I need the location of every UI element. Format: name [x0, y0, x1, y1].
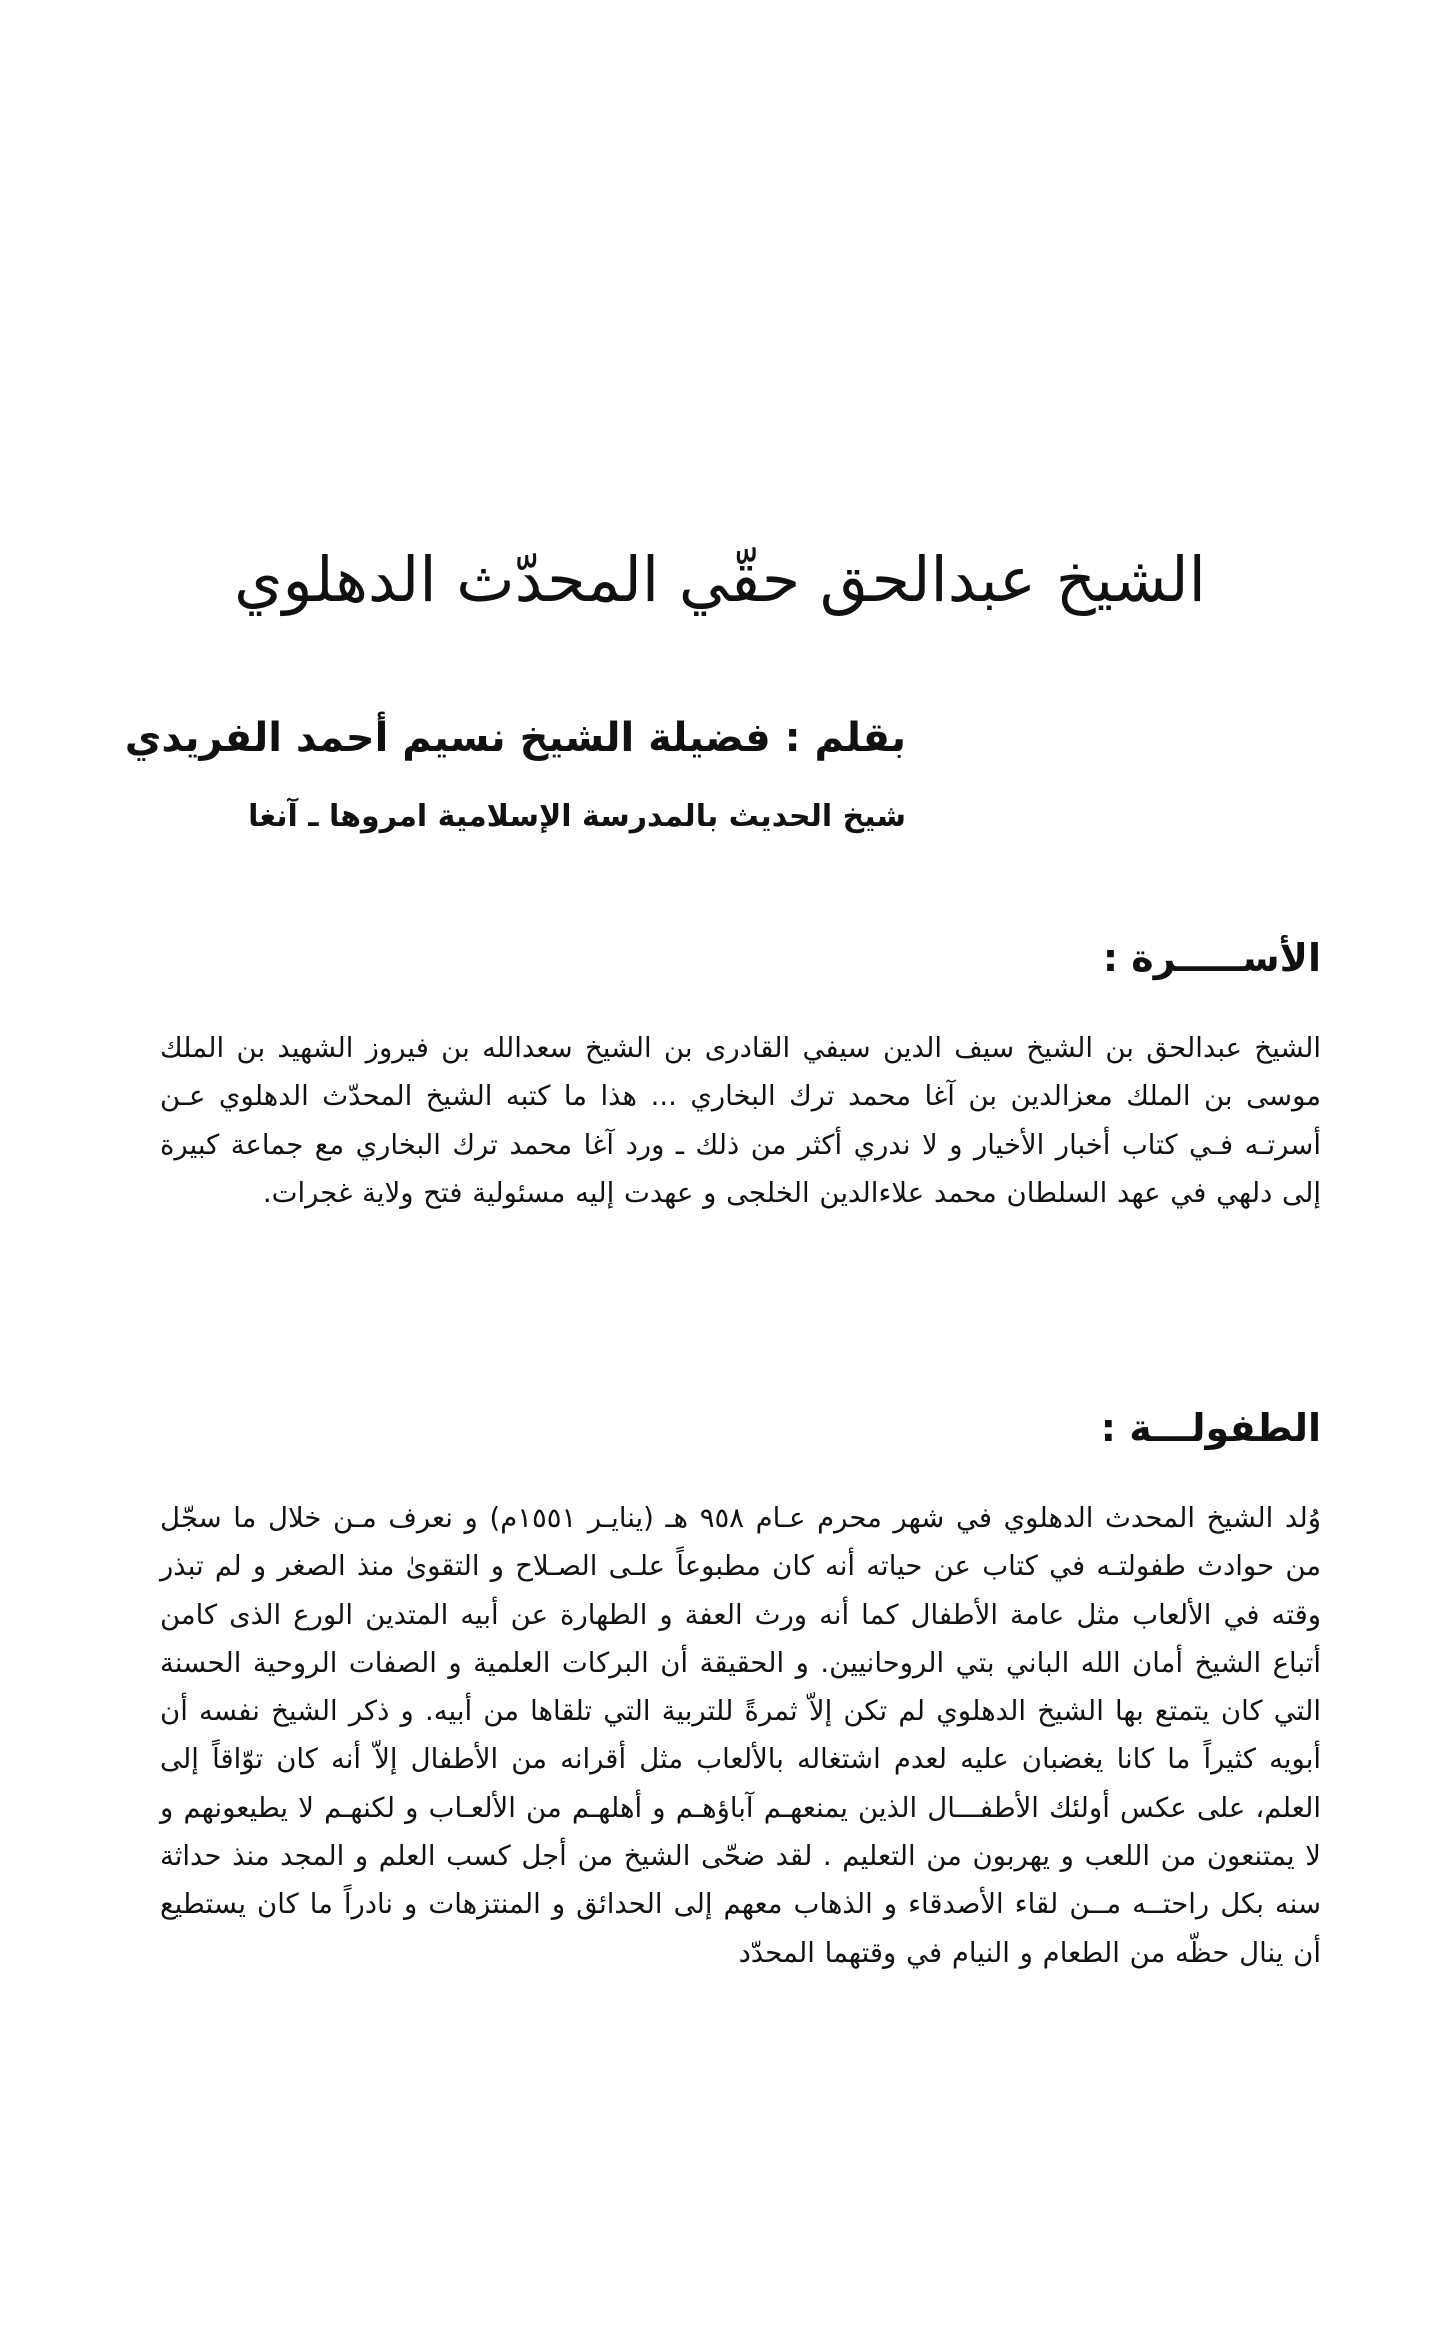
paragraph-family: الشيخ عبدالحق بن الشيخ سيف الدين سيفي القادرى بن الشيخ سعدالله بن فيروز الشهيد بن الملك موسى بن الملك معزالدين بن آغا محمد ترك البخاري ... هذا ما كتبه الشيخ المحدّث الدهلوي عـن أسرتـه فـي كتاب أخبار الأخيار و لا ندري أكثر من ذلك ـ ورد آغا محمد ترك البخاري مع جماعة كبيرة إلى دلهي في عهد السلطان محمد علاءالدين الخلجى و عهدت إليه مسئولية فتح ولاية غجرات. [160, 1032, 1321, 1209]
paragraph-childhood: وُلد الشيخ المحدث الدهلوي في شهر محرم عـام ٩٥٨ هـ (ينايـر ١٥٥١م) و نعرف مـن خلال ما سجّل من حوادث طفولتـه في كتاب عن حياته أنه كان مطبوعاً علـى الصـلاح و التقوىٰ منذ الصغر و لم تبذر وقته في الألعاب مثل عامة الأطفال كما أنه ورث العفة و الطهارة عن أبيه المتدين الورع الذى كامن أتباع الشيخ أمان الله الباني بتي الروحانيين. و الحقيقة أن البركات العلمية و الصفات الروحية الحسنة التي كان يتمتع بها الشيخ الدهلوي لم تكن إلاّ ثمرةً للتربية التي تلقاها من أبيه. و ذكر الشيخ نفسه أن أبويه كثيراً ما كانا يغضبان عليه لعدم اشتغاله بالألعاب مثل أقرانه من الأطفال إلاّ أنه كان توّاقاً إلى العلم، على عكس أولئك الأطفـــال الذين يمنعهـم آباؤهـم و أهلهـم من الألعـاب و لكنهـم لا يطيعونهم و لا يمتنعون من اللعب و يهربون من التعليم . لقد ضحّى الشيخ من أجل كسب العلم و المجد منذ حداثة سنه بكل راحتــه مــن لقاء الأصدقاء و الذهاب معهم إلى الحدائق و المنتزهات و نادراً ما كان يستطيع أن ينال حظّه من الطعام و النيام في وقتهما المحدّد [160, 1502, 1321, 1969]
author-byline: بقلم : فضيلة الشيخ نسيم أحمد الفريدي [124, 715, 906, 761]
article-title: الشيخ عبدالحق حقّي المحدّث الدهلوي [234, 543, 1206, 616]
author-affiliation: شيخ الحديث بالمدرسة الإسلامية امروها ـ آنغا [248, 799, 906, 834]
section-heading-childhood: الطفولـــة : [1100, 1406, 1321, 1450]
section-heading-family: الأســـــرة : [1102, 936, 1321, 980]
